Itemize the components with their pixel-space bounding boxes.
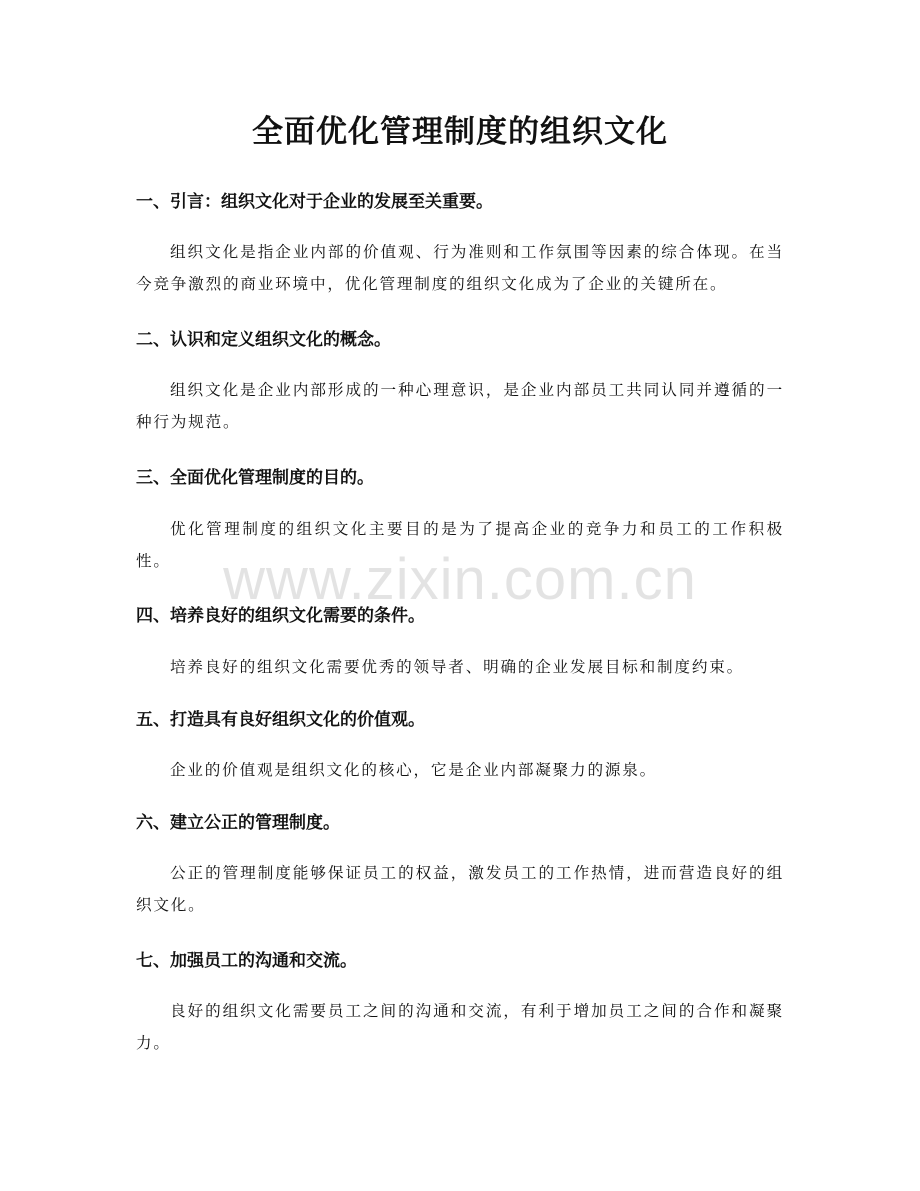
section-body-7: 良好的组织文化需要员工之间的沟通和交流，有利于增加员工之间的合作和凝聚力。 (136, 1002, 784, 1052)
section-heading-2: 二、认识和定义组织文化的概念。 (136, 330, 391, 350)
section-body-1: 组织文化是指企业内部的价值观、行为准则和工作氛围等因素的综合体现。在当今竞争激烈的商业环境中，优化管理制度的组织文化成为了企业的关键所在。 (136, 243, 784, 293)
section-body-5: 企业的价值观是组织文化的核心，它是企业内部凝聚力的源泉。 (170, 761, 658, 779)
section-heading-3: 三、全面优化管理制度的目的。 (136, 468, 374, 488)
section-heading-1: 一、引言：组织文化对于企业的发展至关重要。 (136, 192, 493, 212)
page-title: 全面优化管理制度的组织文化 (252, 114, 668, 150)
section-heading-5: 五、打造具有良好组织文化的价值观。 (136, 710, 425, 730)
section-heading-6: 六、建立公正的管理制度。 (136, 813, 340, 833)
section-heading-4: 四、培养良好的组织文化需要的条件。 (136, 606, 425, 626)
watermark-text: www.zixin.com.cn (223, 547, 697, 612)
section-body-6: 公正的管理制度能够保证员工的权益，激发员工的工作热情，进而营造良好的组织文化。 (136, 864, 784, 914)
section-heading-7: 七、加强员工的沟通和交流。 (136, 951, 357, 971)
section-body-4: 培养良好的组织文化需要优秀的领导者、明确的企业发展目标和制度约束。 (170, 658, 744, 676)
section-body-3: 优化管理制度的组织文化主要目的是为了提高企业的竞争力和员工的工作积极性。 (136, 520, 784, 570)
section-body-2: 组织文化是企业内部形成的一种心理意识，是企业内部员工共同认同并遵循的一种行为规范。 (136, 381, 784, 431)
